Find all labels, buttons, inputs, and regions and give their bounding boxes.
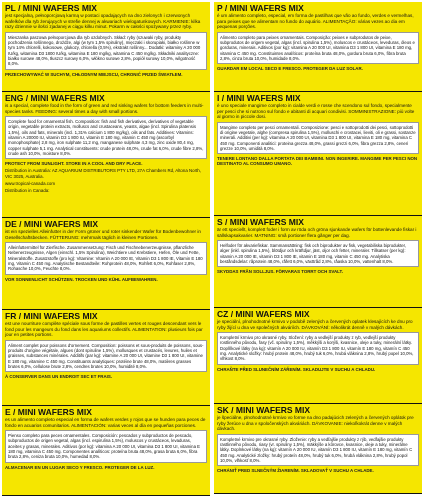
storage-warning: VOR SONNENLICHT SCHÜTZEN. TROCKEN UND KÜHL AUFBEWAHREN. xyxy=(5,276,158,282)
panel-eng xyxy=(2,92,210,218)
storage-warning: SKYDDAS FRÅN SOLLJUS. FÖRVARAS TORRT OCH SVALT. xyxy=(217,269,343,275)
composition-box: Helfoder för akvariefiskar. Sammansättning: fisk och biprodukter av fisk, vegetabiliska biprodukter, alger (inkl. spirulina 1,5%), blötdjur och kräftdjur, jäst, oljor och fetter, mineraler. Tillsatser (per kg): vitamin A 20 000 IE, vitamin D3 1 800 IE, vitamin E 180 mg, vitamin C 450 mg. Analytiska beståndsdelar: råprotein 48,0%, råfett 6,0%, växttråd 2,8%, råaska 10,0%, vattenhalt 8,0%. xyxy=(217,240,419,267)
distributor-website: www.tropical-canada.com xyxy=(5,180,56,186)
composition-box: Mieszanka paszowa pełnoporcjowa dla ryb ozdobnych. Skład: ryby (szuwaki ryby, produkty pochodzenia roślinnego, drożdże, algi (w tym 1,5% spiruliny), mięczaki i skorupiaki, białko roślinne w tym 14% chlorelli, kokosowe, glukozy, chlorella (0,5%), ekstrakt roślinny... Dodatki: witaminy A 20 000 IU/kg, witamina D3 1800 IU/kg, witamina E 180 mg/kg, witamina C 450 mg/kg. Składniki analityczne: białko surowe 48,0%, tłuszcz surowy 6,0%, włókno surowe 2,8%, popiół surowy 10,0%, wilgotność 8,0%. xyxy=(5,32,207,70)
panel-title: FR / MINI WAFERS MIX xyxy=(5,311,98,321)
panel-title: CZ / MINI WAFERS MIX xyxy=(217,309,310,319)
panel-cz xyxy=(214,308,422,404)
composition-box: Alimento completo para peixes ornamentais. Composição: peixes e subprodutos de peixe, subprodutos de origem vegetal, algas (incl. spirulina 1,5%), moluscos e crustáceos, leveduras, óleos e gorduras, minerais. Aditivos (por kg): vitamina A 20 000 UI, vitamina D3 1 800 UI, vitamina E 180 mg, vitamina C 450 mg. Constituintes analíticos: proteína bruta 48,0%, gordura bruta 6,0%, fibra bruta 2,8%, cinza bruta 10,0%, humidade 8,0%. xyxy=(217,32,419,64)
panel-title: SK / MINI WAFERS MIX xyxy=(217,405,311,415)
panel-se xyxy=(214,216,422,308)
column-left xyxy=(2,2,210,496)
panel-fr xyxy=(2,310,210,406)
panel-title: S / MINI WAFERS MIX xyxy=(217,217,304,227)
composition-box: Kompletné krmivo pre okrasné ryby. Zloženie: ryby a vedľajšie produkty z rýb, vedľajšie produkty rastlinného pôvodu, riasy (vr. spiruliny 1,5%), mäkkýše a kôrovce, kvasnice, oleje a tuky, minerálne látky. Doplnkové látky (na kg): vitamín A 20 000 IU, vitamín D3 1 800 IU, vitamín E 180 mg, vitamín C 450 mg. Analytické zložky: hrubý proteín 48,0%, hrubý tuk 6,0%, hrubá vláknina 2,8%, hrubý popol 10,0%, vlhkosť 8,0%. xyxy=(217,434,419,466)
panel-title: PL / MINI WAFERS MIX xyxy=(5,3,97,13)
storage-warning: CHRAŇTE PŘED SLUNEČNÍM ZÁŘENÍM. SKLADUJTE V SUCHU A CHLADU. xyxy=(217,366,376,372)
panel-pl xyxy=(2,2,210,92)
panel-intro: es un alimento completo especial en forma de wafers verdes y rojos que se hunden para peces de fondo en acuarios comunitarios. ALIMENTACIÓN: varias veces al día en pequeñas porciones. xyxy=(5,417,206,428)
storage-warning: À CONSERVER DANS UN ENDROIT SEC ET FRAIS. xyxy=(5,374,113,380)
panel-intro: är ett speciellt, komplett foder i form av röda och gröna sjunkande wafers för bottenlevande fiskar i sällskapsakvarier. MATNING: små portioner flera gånger per dag. xyxy=(217,227,417,238)
panel-title: P / MINI WAFERS MIX xyxy=(217,3,304,13)
column-right xyxy=(214,2,422,494)
distributor-canada: Distribution in Canada: xyxy=(5,188,50,194)
panel-sk xyxy=(214,404,422,494)
distributor-australia: Distribution in Australia: AZ AQUARIUM DISTRIBUTORS PTY LTD, 27A Chambers Rd, Altona North, VIC 3025, Australia. xyxy=(5,168,201,179)
composition-box: Mangime completo per pesci ornamentali. Composizione: pesci e sottoprodotti dei pesci, sottoprodotti di origine vegetale, alghe (compresa spirulina 1,5%), molluschi e crostacei, lieviti, oli e grassi, sostanze minerali. Additivi (per kg): vitamina A 20 000 UI, vitamina D3 1 800 UI, vitamina E 180 mg, vitamina C 450 mg. Componenti analitici: proteina grezza 48,0%, grassi grezzi 6,0%, fibra grezza 2,8%, ceneri grezze 10,0%, umidità 8,0%. xyxy=(217,122,419,154)
panel-intro: is a special, complete food in the form of green and red sinking wafers for bottom feeders in multi-species tanks. FEEDING: several times a day with small portions. xyxy=(5,103,204,114)
composition-box: Complete food for ornamental fish. Composition: fish and fish derivatives, derivatives of vegetable origin, vegetable protein extracts, molluscs and crustaceans, yeasts, algae (incl. Spirulina platensis 1,5%), oils and fats, minerals (incl. 1,31% calcium 1 800 mg/kg), oils and fats. Additives: Vitamins: vitamin A 20000 IU, vitamin D3 1 800 IU, vitamin E 180 mg, vitamin C 450 mg (ascorbyl monophosphate) 2,8 mg, iron sulphate 11,2 mg, manganese sulphate 4,3 mg, zinc oxide 80,4 mg, copper sulphate 5,1 mg. Analytical constituents: crude protein 48,0%, crude fat 6,0%, crude fibre 2,8%, crude ash 10,0%, moisture 8,0%. xyxy=(5,116,207,159)
storage-warning: PROTECT FROM SUNLIGHT. STORE IN A COOL AND DRY PLACE. xyxy=(5,161,143,167)
storage-warning: GUARDAR EM LOCAL SECO E FRESCO. PROTEGER DA LUZ SOLAR. xyxy=(217,66,363,72)
storage-warning: TENERE LONTANO DALLA PORTATA DEI BAMBINI. NON INGERIRE. MANGIME PER PESCI NON DESTINATO AL CONSUMO UMANO. xyxy=(217,156,418,167)
composition-box: Alleinfuttermittel für Zierfische. Zusammensetzung: Fisch und Fischnebenerzeugnisse, pflanzliche Nebenerzeugnisse, Algen (einschl. 1,5% Spirulina), Weichtiere und Krebstiere, Hefen, Öle und Fette, Mineralstoffe. Zusatzstoffe (pro kg): Vitamine: Vitamin A 20 000 IE, Vitamin D3 1 800 IE, Vitamin E 180 mg, Vitamin C 450 mg. Analytische Bestandteile: Rohprotein 48,0%, Rohfett 6,0%, Rohfaser 2,8%, Rohasche 10,0%, Feuchte 8,0%. xyxy=(5,242,207,274)
panel-intro: est une nourriture complète spéciale sous forme de pastilles vertes et rouges descendant vers le fond pour les mangeurs du fond dans les aquariums collectifs. ALIMENTATION: plusieurs fois par jour en petites portions. xyxy=(5,321,203,338)
panel-title: I / MINI WAFERS MIX xyxy=(217,93,301,103)
panel-intro: jest specjalną, pełnoporcjową karmą w postaci opadających na dno zielonych i czerwonych wafelków dla ryb żerujących w strefie dennej w akwariach wielogatunkowych. KARMIENIE: kilka razy dziennie w ilości zjadanej w ciągu kilku minut. Pokarm w całości spożywany przez ryby. xyxy=(5,13,201,30)
composition-box: Aliment complet pour poissons d'ornement. Composition: poissons et sous-produits de poissons, sous-produits d'origine végétale, algues (dont spiruline 1,5%), mollusques et crustacés, levures, huiles et graisses, substances minérales. Additifs (par kg): vitamine A 20 000 UI, vitamine D3 1 800 UI, vitamine E 180 mg, vitamine C 450 mg. Constituants analytiques: protéine brute 48,0%, matières grasses brutes 6,0%, cellulose brute 2,8%, cendres brutes 10,0%, humidité 8,0%. xyxy=(5,340,207,372)
panel-de xyxy=(2,218,210,310)
panel-it xyxy=(214,92,422,216)
storage-warning: ALMACENAR EN UN LUGAR SECO Y FRESCO. PROTEGER DE LA LUZ. xyxy=(5,464,155,470)
composition-box: Kompletní krmivo pro okrasné ryby. Složení: ryby a vedlejší produkty z ryb, vedlejší produkty rostlinného původu, řasy (vč. spiruliny 1,5%), měkkýši a korýši, kvasnice, oleje a tuky, minerální látky. Doplňkové látky (na kg): vitamín A 20 000 IU, vitamín D3 1 800 IU, vitamín E 180 mg, vitamín C 450 mg. Analytické složky: hrubý protein 48,0%, hrubý tuk 6,0%, hrubá vláknina 2,8%, hrubý popel 10,0%, vlhkost 8,0%. xyxy=(217,332,419,364)
panel-intro: é um alimento completo, especial, em forma de pastilhas que vão ao fundo, verdes e vermelhas, para peixes que se alimentam no fundo do aquário. ALIMENTAÇÃO: várias vezes ao dia em pequenas porções. xyxy=(217,13,414,30)
panel-intro: je špeciálne, plnohodnotné krmivo vo forme na dno padajúcich zelených a červených oplátok pre ryby žerúce u dna v spoločenských akváriách. DÁVKOVANIE: niekoľkokrát denne v malých dávkach. xyxy=(217,415,414,432)
panel-title: ENG / MINI WAFERS MIX xyxy=(5,93,105,103)
panel-intro: ist ein spezielles Alleinfutter in der Form grüner und roter sinkender Wafer für Bodenbewohner in Gesellschaftsbecken. FÜTTERUNG: mehrmals täglich in kleinen Portionen. xyxy=(5,229,201,240)
panel-intro: je speciální, plnohodnotné krmivo v podobě zelených a červených oplatek klesajících ke dnu pro ryby žijící u dna ve společných akváriích. DÁVKOVÁNÍ: několikrát denně v malých dávkách. xyxy=(217,319,413,330)
composition-box: Pienso completo para peces ornamentales. Composición: pescados y subproductos de pescado, subproductos de origen vegetal, algas (incl. espirulina 1,5%), moluscos y crustáceos, levaduras, aceites y grasas, minerales. Aditivos (por kg): vitamina A 20 000 UI, vitamina D3 1 800 UI, vitamina E 180 mg, vitamina C 450 mg. Componentes analíticos: proteína bruta 48,0%, grasa bruta 6,0%, fibra bruta 2,8%, ceniza bruta 10,0%, humedad 8,0%. xyxy=(5,430,207,462)
panel-es xyxy=(2,406,210,496)
storage-warning: PRZECHOWYWAĆ W SUCHYM, CHŁODNYM MIEJSCU, CHRONIĆ PRZED ŚWIATŁEM. xyxy=(5,71,183,77)
panel-title: DE / MINI WAFERS MIX xyxy=(5,219,99,229)
storage-warning: CHRÁNIŤ PRED SLNEČNÝM ŽIARENÍM. SKLADOVAŤ V SUCHU A CHLADE. xyxy=(217,468,374,474)
panel-title: E / MINI WAFERS MIX xyxy=(5,407,92,417)
panel-pt xyxy=(214,2,422,92)
panel-intro: è uno speciale mangime completo in cialde verdi e rosse che scendono sul fondo, specialmente per pesci che si nutrono sul fondo e abitanti di acquari condivisi. SOMMINISTRAZIONE: più volte al giorno in piccole dosi. xyxy=(217,103,415,120)
